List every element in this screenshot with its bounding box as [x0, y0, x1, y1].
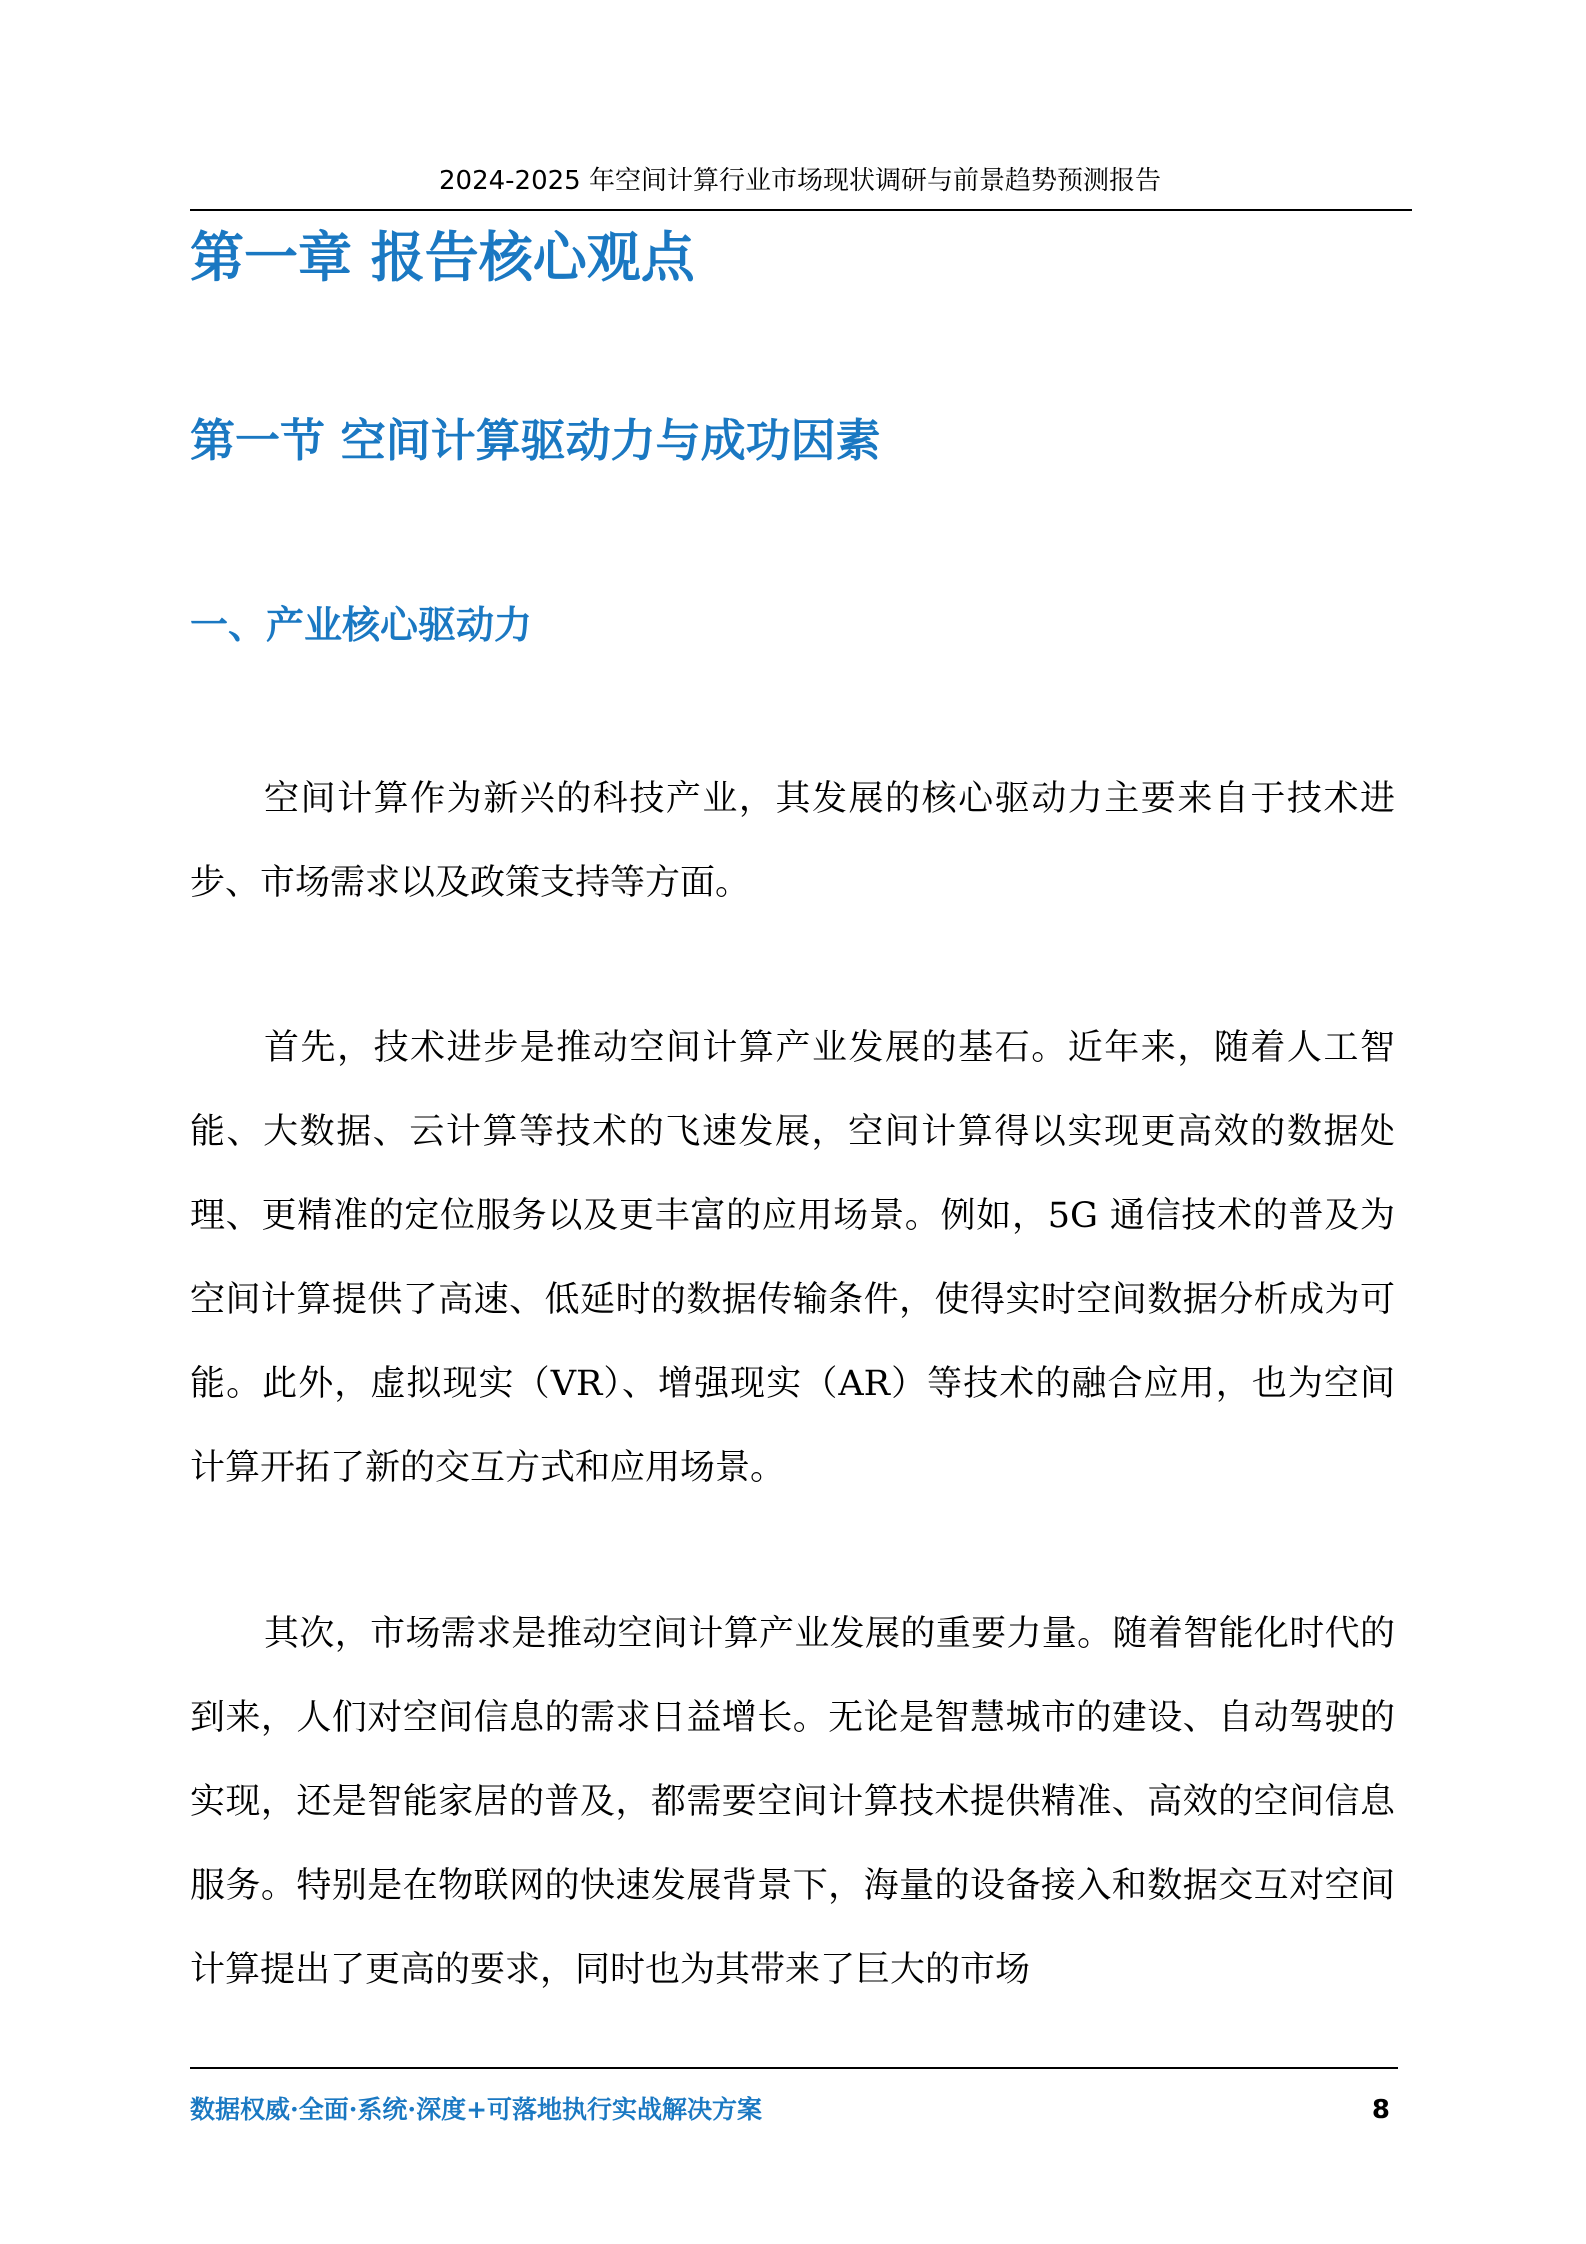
- chapter-title: 第一章 报告核心观点: [190, 226, 695, 289]
- body-paragraph: 首先，技术进步是推动空间计算产业发展的基石。近年来，随着人工智能、大数据、云计算等技术的飞速发展，空间计算得以实现更高效的数据处理、更精准的定位服务以及更丰富的应用场景。例如，5G 通信技术的普及为空间计算提供了高速、低延时的数据传输条件，使得实时空间数据分析成为可能。此外，虚拟现实（VR）、增强现实（AR）等技术的融合应用，也为空间计算开拓了新的交互方式和应用场景。: [190, 1028, 1395, 1488]
- section-title: 第一节 空间计算驱动力与成功因素: [190, 414, 881, 467]
- running-header: 2024-2025 年空间计算行业市场现状调研与前景趋势预测报告: [439, 166, 1161, 196]
- header-divider: [190, 209, 1412, 211]
- body-paragraph: 空间计算作为新兴的科技产业，其发展的核心驱动力主要来自于技术进步、市场需求以及政策支持等方面。: [190, 779, 1395, 903]
- footer-slogan: 数据权威·全面·系统·深度+可落地执行实战解决方案: [190, 2095, 763, 2124]
- page-number: 8: [1371, 2095, 1390, 2125]
- footer-divider: [190, 2067, 1398, 2069]
- subsection-title: 一、产业核心驱动力: [190, 603, 533, 647]
- body-paragraph: 其次，市场需求是推动空间计算产业发展的重要力量。随着智能化时代的到来，人们对空间信息的需求日益增长。无论是智慧城市的建设、自动驾驶的实现，还是智能家居的普及，都需要空间计算技术提供精准、高效的空间信息服务。特别是在物联网的快速发展背景下，海量的设备接入和数据交互对空间计算提出了更高的要求，同时也为其带来了巨大的市场: [190, 1614, 1395, 1990]
